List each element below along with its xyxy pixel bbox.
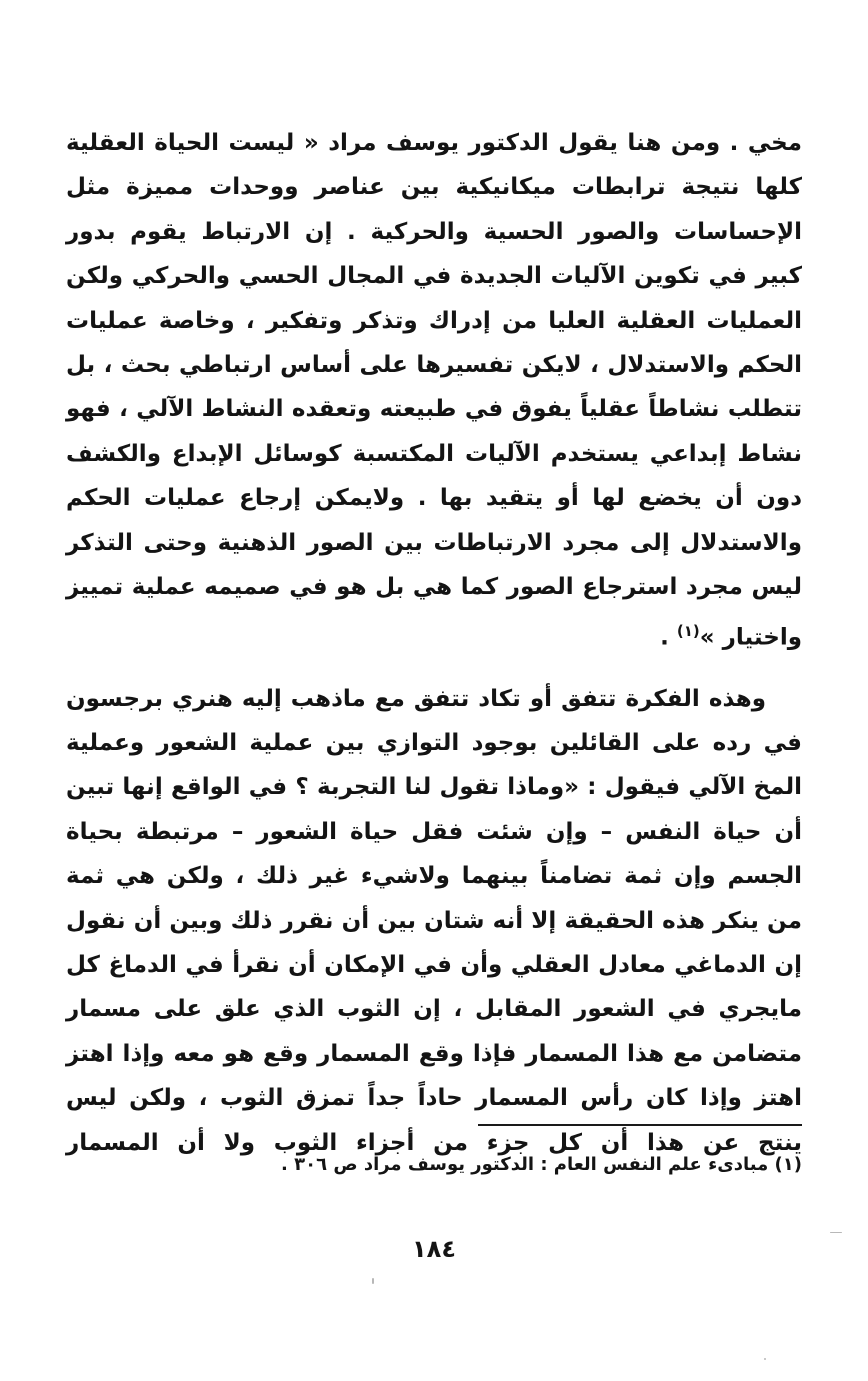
main-text bbox=[66, 121, 802, 1165]
paragraph-1-end: . bbox=[660, 625, 677, 652]
paragraph-1-text: مخي . ومن هنا يقول الدكتور يوسف مراد « ليست الحياة العقلية كلها نتيجة ترابطات ميكانيكية بين عناصر ووحدات مميزة مثل الإحساسات والصور الحسية والحركية . إن الارتباط يقوم بدور كبير في تكوين الآليات الجديدة في المجال الحسي والحركي ولكن العمليات العقلية العليا من إدراك وتذكر وتفكير ، وخاصة عمليات الحكم والاستدلال ، لايكن تفسيرها على أساس ارتباطي بحث ، بل تتطلب نشاطاً عقلياً يفوق في طبيعته وتعقده النشاط الآلي ، فهو نشاط إبداعي يستخدم الآليات المكتسبة كوسائل الإبداع والكشف دون أن يخضع لها أو يتقيد بها . ولايمكن إرجاع عمليات الحكم والاستدلال إلى مجرد الارتباطات بين الصور الذهنية وحتى التذكر ليس مجرد استرجاع الصور كما هي بل هو في صميمه عملية تمييز واختيار » bbox=[66, 130, 802, 652]
paragraph-1 bbox=[66, 121, 802, 661]
footnote: (١) مبادىء علم النفس العام : الدكتور يوسف مراد ص ٣٠٦ . bbox=[281, 1154, 802, 1175]
footnote-divider bbox=[478, 1124, 802, 1126]
page-number: ١٨٤ bbox=[412, 1235, 456, 1263]
scan-speck bbox=[830, 1232, 842, 1233]
scan-speck bbox=[372, 1278, 374, 1284]
paragraph-2: وهذه الفكرة تتفق أو تكاد تتفق مع ماذهب إليه هنري برجسون في رده على القائلين بوجود التوازي بين عملية الشعور وعملية المخ الآلي فيقول : «وماذا تقول لنا التجربة ؟ في الواقع إنها تبين أن حياة النفس – وإن شئت فقل حياة الشعور – مرتبطة بحياة الجسم وإن ثمة تضامناً بينهما ولاشيء غير ذلك ، ولكن هي ثمة من ينكر هذه الحقيقة إلا أنه شتان بين أن نقرر ذلك وبين أن نقول إن الدماغي معادل العقلي وأن في الإمكان أن نقرأ في الدماغ كل مايجري في الشعور المقابل ، إن الثوب الذي علق على مسمار متضامن مع هذا المسمار فإذا وقع المسمار وقع هو معه وإذا اهتز اهتز وإذا كان رأس المسمار حاداً جداً تمزق الثوب ، ولكن ليس ينتج عن هذا أن كل جزء من أجزاء الثوب ولا أن المسمار bbox=[66, 685, 802, 1156]
footnote-marker: (١) bbox=[676, 622, 700, 641]
scan-speck bbox=[764, 1358, 766, 1360]
